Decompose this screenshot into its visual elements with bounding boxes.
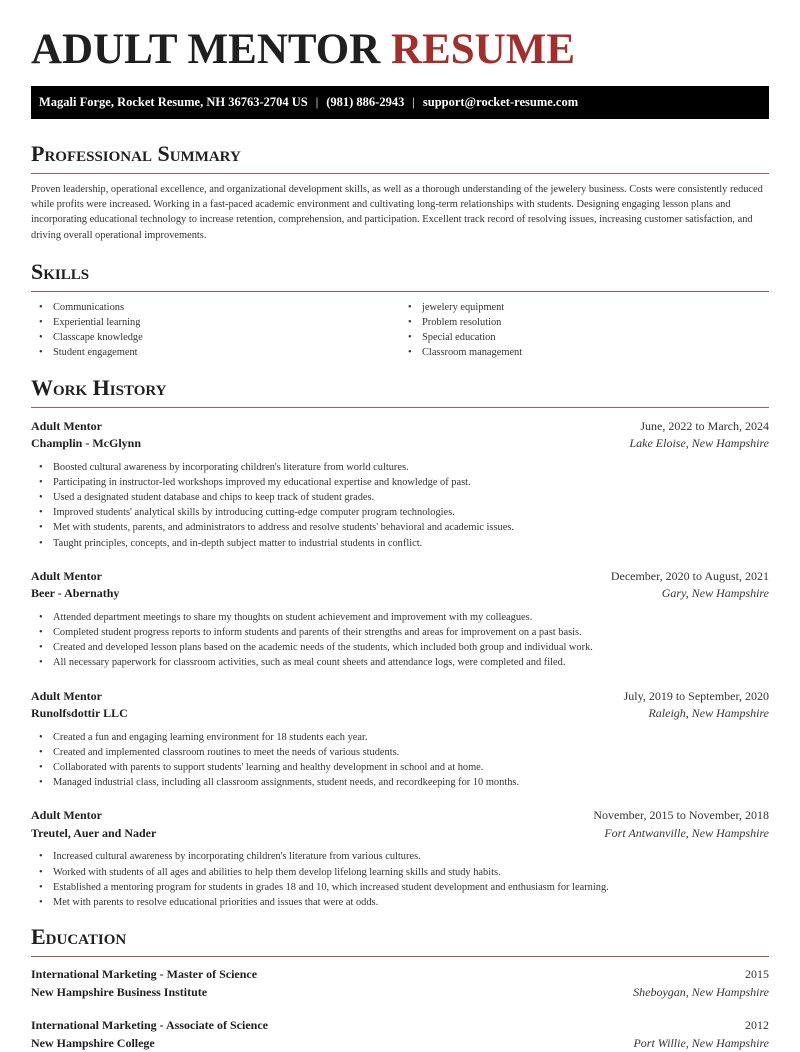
- section-divider: [31, 291, 769, 292]
- job-bullet: • Attended department meetings to share my thoughts on student achievement and improvement with my colleagues.: [53, 610, 769, 625]
- job-bullet: • Created a fun and engaging learning environment for 18 students each year.: [53, 730, 769, 745]
- skill-item: • jewelery equipment: [422, 300, 769, 315]
- job-entry: [31, 568, 769, 671]
- job-bullet: • Managed industrial class, including all classroom assignments, student needs, and recordkeeping for 10 months.: [53, 775, 769, 790]
- skill-item: • Student engagement: [53, 345, 400, 360]
- job-bullet: • Worked with students of all ages and abilities to help them develop lifelong learning skills and study habits.: [53, 865, 769, 880]
- edu-degree: International Marketing - Associate of Science: [31, 1018, 268, 1033]
- job-bullets: [31, 730, 769, 791]
- section-divider: [31, 407, 769, 408]
- job-location: Gary, New Hampshire: [661, 586, 769, 601]
- job-dates: November, 2015 to November, 2018: [593, 808, 769, 823]
- summary-section: [31, 141, 769, 243]
- contact-address: Magali Forge, Rocket Resume, NH 36763-2704 US: [39, 95, 308, 109]
- section-heading: Education: [31, 924, 127, 950]
- job-location: Lake Eloise, New Hampshire: [629, 436, 769, 451]
- section-heading: Skills: [31, 258, 90, 284]
- job-bullet: • Established a mentoring program for students in grades 18 and 10, which increased student development and enthusiasm for learning.: [53, 880, 769, 895]
- contact-bar: [31, 86, 769, 119]
- job-dates: December, 2020 to August, 2021: [610, 568, 769, 583]
- job-company: Treutel, Auer and Nader: [31, 825, 157, 840]
- job-bullet: • Participating in instructor-led workshops improved my educational expertise and knowledge of past.: [53, 475, 769, 490]
- job-company: Champlin - McGlynn: [31, 436, 142, 451]
- edu-year: 2012: [745, 1018, 769, 1033]
- job-bullet: • Improved students' analytical skills by introducing cutting-edge computer program technologies.: [53, 505, 769, 520]
- skills-column-left: [31, 300, 400, 361]
- title-accent: RESUME: [391, 26, 575, 73]
- summary-text: Proven leadership, operational excellence, and organizational development skills, as well as a thorough understanding of the jewelery business. Costs were consistently reduced while profits were increased. Working in a fast-paced academic environment and cultivating long-term relationships with students. Designing engaging lesson plans and incorporating educational technology to increase retention, comprehension, and participation. Excellent track record of resolving issues, increasing customer satisfaction, and driving overall operational improvements.: [31, 184, 763, 241]
- job-title: Adult Mentor: [31, 688, 102, 703]
- job-company: Beer - Abernathy: [31, 586, 120, 601]
- job-title: Adult Mentor: [31, 568, 102, 583]
- job-bullet: • Used a designated student database and chips to keep track of student grades.: [53, 490, 769, 505]
- job-dates: June, 2022 to March, 2024: [640, 418, 769, 433]
- contact-separator: |: [412, 95, 415, 109]
- job-bullet: • Created and developed lesson plans based on the academic needs of the students, which included both group and individual work.: [53, 640, 769, 655]
- edu-school: New Hampshire College: [31, 1035, 155, 1050]
- contact-separator: |: [315, 95, 319, 109]
- skill-item: • Communications: [53, 300, 400, 315]
- education-section: [31, 924, 769, 1052]
- job-bullets: [31, 460, 769, 551]
- job-bullet: • Increased cultural awareness by incorporating children's literature from various cultures.: [53, 849, 769, 864]
- skill-item: • Problem resolution: [422, 315, 769, 330]
- section-divider: [31, 173, 769, 174]
- skills-list: [31, 300, 769, 361]
- job-bullet: • Boosted cultural awareness by incorporating children's literature from world cultures.: [53, 460, 769, 475]
- contact-phone[interactable]: (981) 886-2943: [326, 95, 405, 109]
- job-bullet: • Created and implemented classroom routines to meet the needs of various students.: [53, 745, 769, 760]
- job-bullet: • Collaborated with parents to support students' learning and healthy development in school and at home.: [53, 760, 769, 775]
- job-entry: [31, 807, 769, 910]
- edu-school: New Hampshire Business Institute: [31, 984, 208, 999]
- job-bullet: • Met with students, parents, and administrators to address and resolve students' behavioral and academic issues.: [53, 520, 769, 535]
- education-entry: [31, 966, 769, 1001]
- contact-email[interactable]: support@rocket-resume.com: [422, 95, 579, 109]
- job-location: Fort Antwanville, New Hampshire: [604, 825, 769, 840]
- skill-item: • Experiential learning: [53, 315, 400, 330]
- skill-item: • Classroom management: [422, 345, 769, 360]
- job-bullet: • All necessary paperwork for classroom activities, such as meal count sheets and attendance logs, were completed and filed.: [53, 655, 769, 670]
- job-title: Adult Mentor: [31, 808, 102, 823]
- work-history-section: [31, 375, 769, 911]
- edu-year: 2015: [745, 967, 769, 982]
- edu-location: Port Willie, New Hampshire: [633, 1035, 769, 1050]
- job-company: Runolfsdottir LLC: [31, 706, 128, 721]
- section-divider: [31, 956, 769, 957]
- resume-title: [31, 0, 769, 73]
- job-bullet: • Completed student progress reports to inform students and parents of their strengths and areas for improvement on a past basis.: [53, 625, 769, 640]
- job-bullet: • Met with parents to resolve educational priorities and issues that were at odds.: [53, 895, 769, 910]
- edu-degree: International Marketing - Master of Science: [31, 967, 258, 982]
- job-bullets: [31, 849, 769, 910]
- job-bullet: • Taught principles, concepts, and in-depth subject matter to industrial students in conflict.: [53, 536, 769, 551]
- skills-column-right: [400, 300, 769, 361]
- skill-item: • Special education: [422, 330, 769, 345]
- skills-section: [31, 259, 769, 361]
- job-entry: [31, 418, 769, 551]
- title-main: ADULT MENTOR: [31, 26, 392, 73]
- skill-item: • Classcape knowledge: [53, 330, 400, 345]
- section-heading: Work History: [31, 374, 167, 400]
- job-bullets: [31, 610, 769, 671]
- job-title: Adult Mentor: [31, 418, 102, 433]
- section-heading: Professional Summary: [31, 141, 241, 166]
- job-dates: July, 2019 to September, 2020: [623, 688, 769, 703]
- job-location: Raleigh, New Hampshire: [648, 706, 769, 721]
- job-entry: [31, 688, 769, 791]
- edu-location: Sheboygan, New Hampshire: [633, 984, 769, 999]
